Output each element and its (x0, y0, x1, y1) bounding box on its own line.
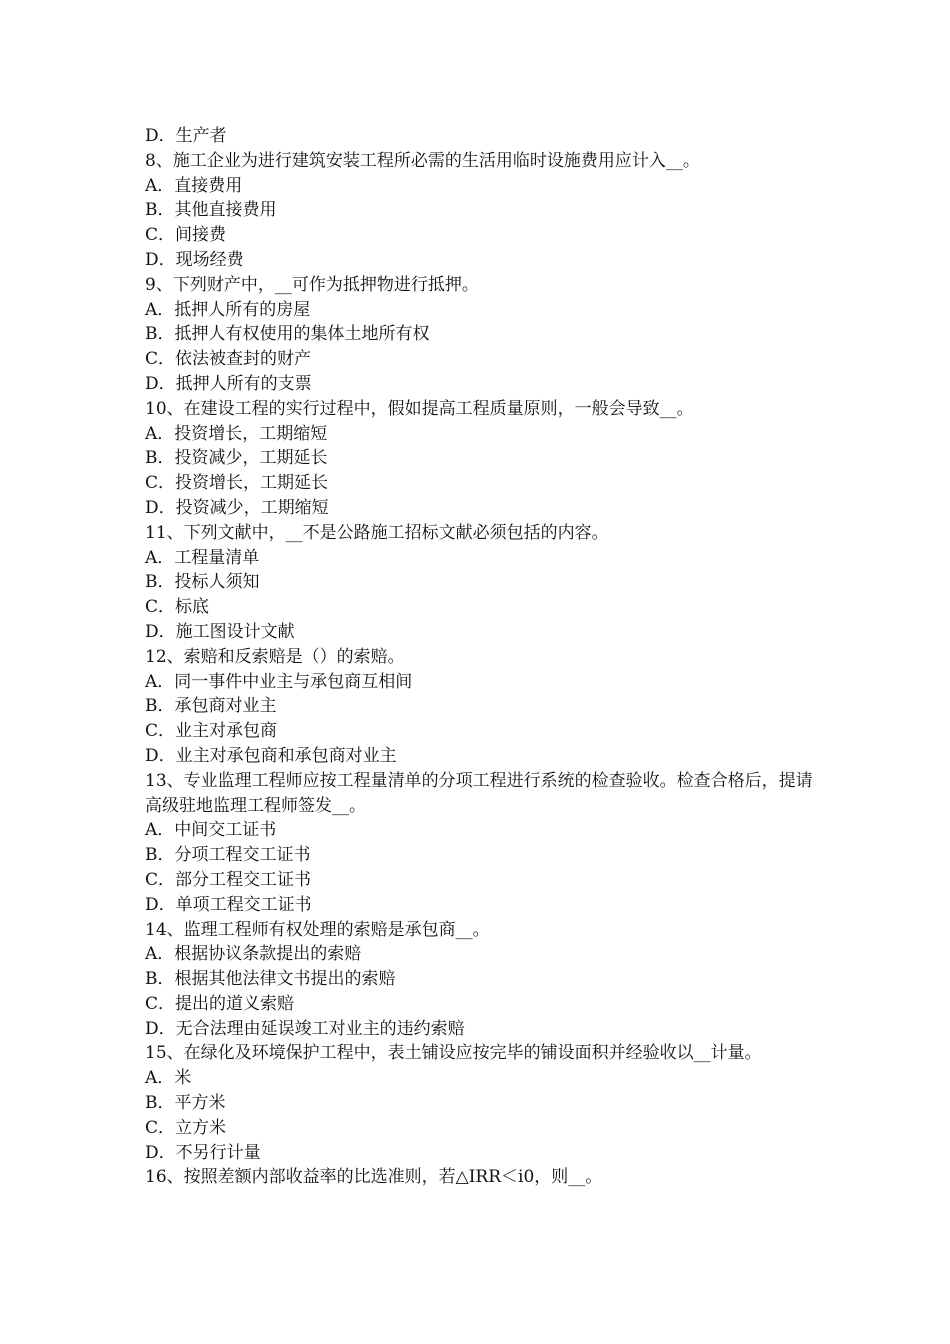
option-line: C．标底 (145, 597, 210, 618)
option-line: A．抵押人所有的房屋 (145, 299, 311, 320)
option-line: A．米 (145, 1068, 192, 1089)
option-line: C．提出的道义索赔 (145, 993, 295, 1014)
question-line: 10、在建设工程的实行过程中，假如提高工程质量原则，一般会导致__。 (145, 398, 694, 419)
question-line: 15、在绿化及环境保护工程中，表土铺设应按完毕的铺设面积并经验收以__计量。 (145, 1043, 762, 1064)
option-line: B．投标人须知 (145, 572, 260, 593)
option-line: D．业主对承包商和承包商对业主 (145, 745, 397, 766)
option-line: A．根据协议条款提出的索赔 (145, 944, 362, 965)
document-page (145, 124, 815, 1190)
option-line: D．抵押人所有的支票 (145, 373, 312, 394)
option-line: C．依法被查封的财产 (145, 349, 312, 370)
option-line: D．生产者 (145, 126, 227, 146)
option-line: A．投资增长，工期缩短 (145, 423, 328, 444)
option-line: D．施工图设计文献 (145, 621, 295, 642)
option-line: B．承包商对业主 (145, 696, 277, 717)
option-line: A．同一事件中业主与承包商互相间 (145, 671, 413, 692)
option-line: D．无合法理由延误竣工对业主的违约索赔 (145, 1018, 465, 1039)
question-line: 11、下列文献中，__不是公路施工招标文献必须包括的内容。 (145, 522, 609, 543)
question-line: 14、监理工程师有权处理的索赔是承包商__。 (145, 919, 490, 940)
option-line: C．立方米 (145, 1117, 227, 1138)
option-line: B．其他直接费用 (145, 200, 277, 221)
question-line: 13、专业监理工程师应按工程量清单的分项工程进行系统的检查验收。检查合格后，提请高级驻地监理工程师签发__。 (145, 770, 813, 816)
option-line: B．平方米 (145, 1093, 226, 1114)
option-line: A．工程量清单 (145, 547, 260, 568)
question-line: 16、按照差额内部收益率的比选准则，若△IRR＜i0，则__。 (145, 1167, 603, 1188)
option-line: C．间接费 (145, 225, 227, 246)
option-line: A．中间交工证书 (145, 820, 277, 841)
option-line: C．投资增长，工期延长 (145, 473, 329, 494)
option-line: D．现场经费 (145, 249, 244, 270)
question-line: 9、下列财产中，__可作为抵押物进行抵押。 (145, 274, 479, 295)
option-line: D．投资减少，工期缩短 (145, 497, 329, 518)
option-line: C．部分工程交工证书 (145, 869, 312, 890)
option-line: A．直接费用 (145, 175, 243, 196)
option-line: C．业主对承包商 (145, 721, 278, 742)
option-line: B．分项工程交工证书 (145, 845, 311, 866)
question-line: 12、索赔和反索赔是（）的索赔。 (145, 646, 405, 667)
option-line: D．不另行计量 (145, 1142, 261, 1163)
option-line: D．单项工程交工证书 (145, 894, 312, 915)
option-line: B．根据其他法律文书提出的索赔 (145, 969, 396, 990)
option-line: B．投资减少，工期延长 (145, 448, 328, 469)
option-line: B．抵押人有权使用的集体土地所有权 (145, 324, 430, 345)
question-line: 8、施工企业为进行建筑安装工程所必需的生活用临时设施费用应计入__。 (145, 150, 700, 171)
